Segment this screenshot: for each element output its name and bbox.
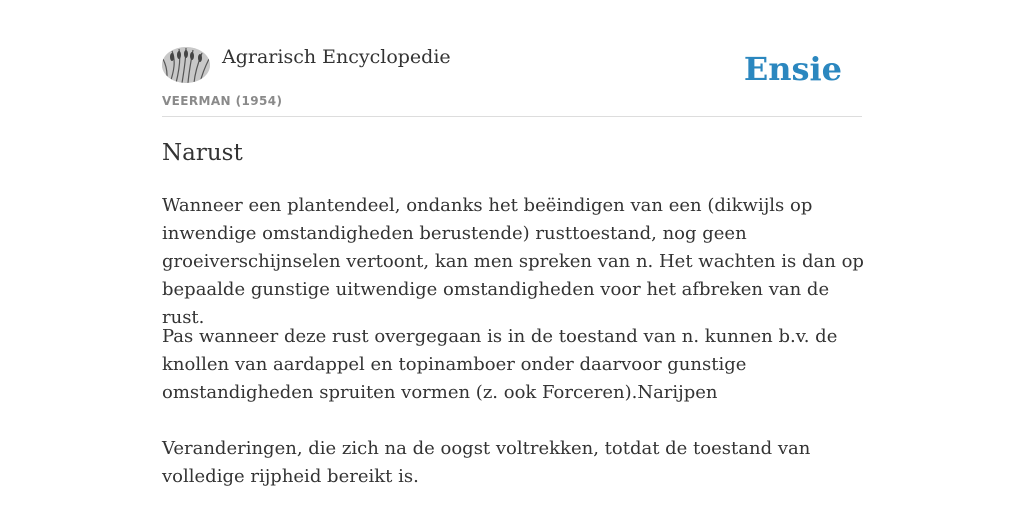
source-header — [162, 44, 862, 117]
article-paragraph: Pas wanneer deze rust overgegaan is in de toestand van n. kunnen b.v. de knollen van aardappel en topinamboer onder daarvoor gunstige omstandigheden spruiten vormen (z. ook Forceren).Narijpen — [162, 326, 838, 403]
article-paragraph: Wanneer een plantendeel, ondanks het beëindigen van een (dikwijls op inwendige omstandigheden berustende) rusttoestand, nog geen groeiverschijnselen vertoont, kan men spreken van n. Het wachten is dan op bepaalde gunstige uitwendige omstandigheden voor het afbreken van de rust. — [162, 195, 864, 328]
encyclopedia-logo-image — [162, 47, 210, 83]
wheat-icon — [162, 47, 210, 83]
brand-logo[interactable]: Ensie — [743, 50, 842, 88]
source-meta: VEERMAN (1954) — [162, 94, 283, 108]
article-title: Narust — [162, 140, 243, 166]
article-paragraph: Veranderingen, die zich na de oogst voltrekken, totdat de toestand van volledige rijpheid bereikt is. — [162, 438, 811, 487]
source-title[interactable]: Agrarisch Encyclopedie — [222, 46, 451, 68]
